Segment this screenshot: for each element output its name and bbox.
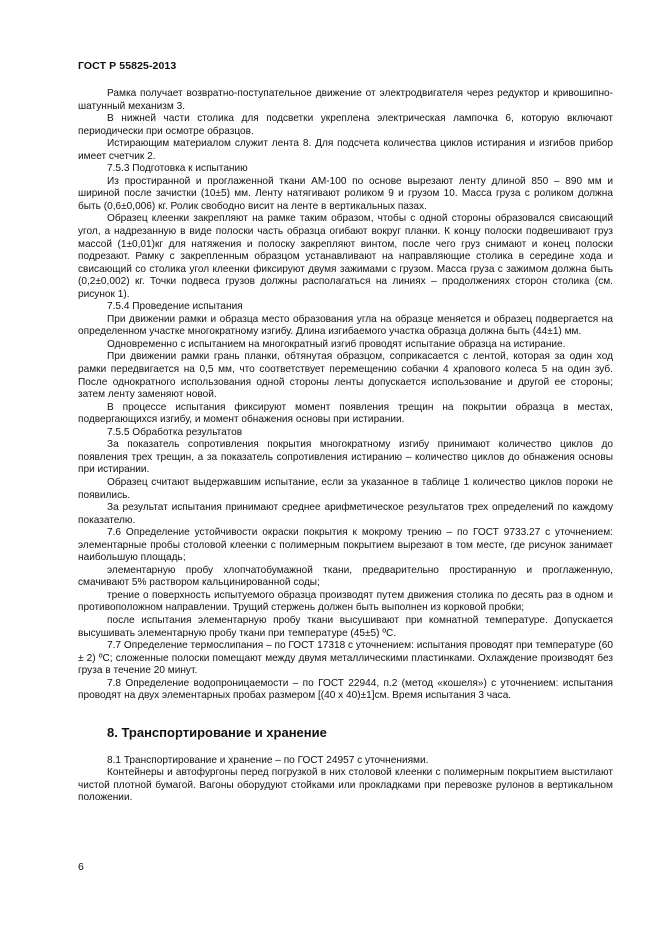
paragraph: За показатель сопротивления покрытия многократному изгибу принимают количество циклов до появления трех трещин, а за показатель сопротивления истиранию – количество циклов до обнажения основы при истирании. xyxy=(78,439,613,476)
paragraph: элементарную пробу хлопчатобумажной ткани, предварительно простиранную и проглаженную, смачивают 5% раствором кальцинированной соды; xyxy=(78,564,613,589)
page-number: 6 xyxy=(78,861,84,873)
paragraph: 7.7 Определение термослипания – по ГОСТ 17318 с уточнением: испытания проводят при температуре (60 ± 2) ºС; сложенные полоски помещают между двумя металлическими пластинками. Охлаждение производят без груза в течение 20 минут. xyxy=(78,640,613,677)
paragraph: За результат испытания принимают среднее арифметическое результатов трех определений по каждому показателю. xyxy=(78,502,613,526)
subsection-heading: 7.5.4 Проведение испытания xyxy=(107,301,243,313)
paragraph: 7.8 Определение водопроницаемости – по ГОСТ 22944, п.2 (метод «кошеля») с уточнением: испытания проводят на двух элементарных пробах размером [(40 х 40)±1]см. Время испытания 3 часа. xyxy=(78,677,613,702)
paragraph: Рамка получает возвратно-поступательное движение от электродвигателя через редуктор и кривошипно-шатунный механизм 3. xyxy=(78,88,613,112)
paragraph: 8.1 Транспортирование и хранение – по ГОСТ 24957 с уточнениями. xyxy=(107,754,429,766)
paragraph: Образец клеенки закрепляют на рамке таким образом, чтобы с одной стороны образовался свисающий угол, а надрезанную в виде полоски часть образца огибают вокруг планки. К концу полоски подвешивают груз массой (1±0,01)кг для натяжения и полоску закрепляют винтом, после чего груз снимают и конец полоски подрезают. Рамку с закрепленным образцом устанавливают на направляющие столика в середине хода и свисающий со столика угол клеенки фиксируют двумя зажимами с грузом. Масса груза с зажимом должна быть (0,2±0,002) кг. Точки подвеса грузов должны располагаться на линиях – продолжениях сторон столика (см. рисунок 1). xyxy=(78,213,613,300)
document-header: ГОСТ Р 55825-2013 xyxy=(78,60,177,72)
paragraph: Из простиранной и проглаженной ткани АМ-100 по основе вырезают ленту длиной 850 – 890 мм и шириной после зачистки (10±5) мм. Ленту натягивают роликом 9 и грузом 10. Масса груза с роликом должна быть (0,6±0,006) кг. Ролик свободно висит на ленте в вертикальных пазах. xyxy=(78,175,613,212)
paragraph: Истирающим материалом служит лента 8. Для подсчета количества циклов истирания и изгибов прибор имеет счетчик 2. xyxy=(78,138,613,162)
paragraph: В процессе испытания фиксируют момент появления трещин на покрытии образца в местах, подвергающихся изгибу, и момент обнажения основы при истирании. xyxy=(78,401,613,426)
section-title: 8. Транспортирование и хранение xyxy=(107,724,327,740)
paragraph: 7.6 Определение устойчивости окраски покрытия к мокрому трению – по ГОСТ 9733.27 с уточнением: элементарные пробы столовой клеенки с полимерным покрытием вырезают в том месте, где рисунок занимает наибольшую площадь; xyxy=(78,527,613,564)
paragraph: В нижней части столика для подсветки укреплена электрическая лампочка 6, которую включают периодически при осмотре образцов. xyxy=(78,113,613,137)
paragraph: Контейнеры и автофургоны перед погрузкой в них столовой клеенки с полимерным покрытием выстилают чистой плотной бумагой. Вагоны оборудуют стойками или прокладками при перевозке рулонов в вертикальном положении. xyxy=(78,767,613,804)
subsection-heading: 7.5.3 Подготовка к испытанию xyxy=(107,163,248,175)
document-body xyxy=(78,88,613,805)
subsection-heading: 7.5.5 Обработка результатов xyxy=(107,426,243,438)
paragraph: При движении рамки грань планки, обтянутая образцом, соприкасается с лентой, которая за один ход рамки передвигается на 0,5 мм, что соответствует перемещению собачки 4 храпового колеса 5 на один зуб. После однократного использования одной стороны ленты допускается использование и другой ее стороны; затем ленту заменяют новой. xyxy=(78,351,613,401)
paragraph: трение о поверхность испытуемого образца производят путем движения столика по десять раз в одном и противоположном направлении. Трущий стержень должен быть выполнен из корковой пробки; xyxy=(78,589,613,614)
paragraph: после испытания элементарную пробу ткани высушивают при комнатной температуре. Допускается высушивать элементарную пробу ткани при температуре (45±5) ºС. xyxy=(78,614,613,639)
paragraph: При движении рамки и образца место образования угла на образце меняется и образец подвергается на определенном участке многократному изгибу. Длина изгибаемого участка образца должна быть (44±1) мм. xyxy=(78,313,613,338)
paragraph: Одновременно с испытанием на многократный изгиб проводят испытание образца на истирание. xyxy=(107,338,566,350)
paragraph: Образец считают выдержавшим испытание, если за указанное в таблице 1 количество циклов пороки не появились. xyxy=(78,476,613,501)
